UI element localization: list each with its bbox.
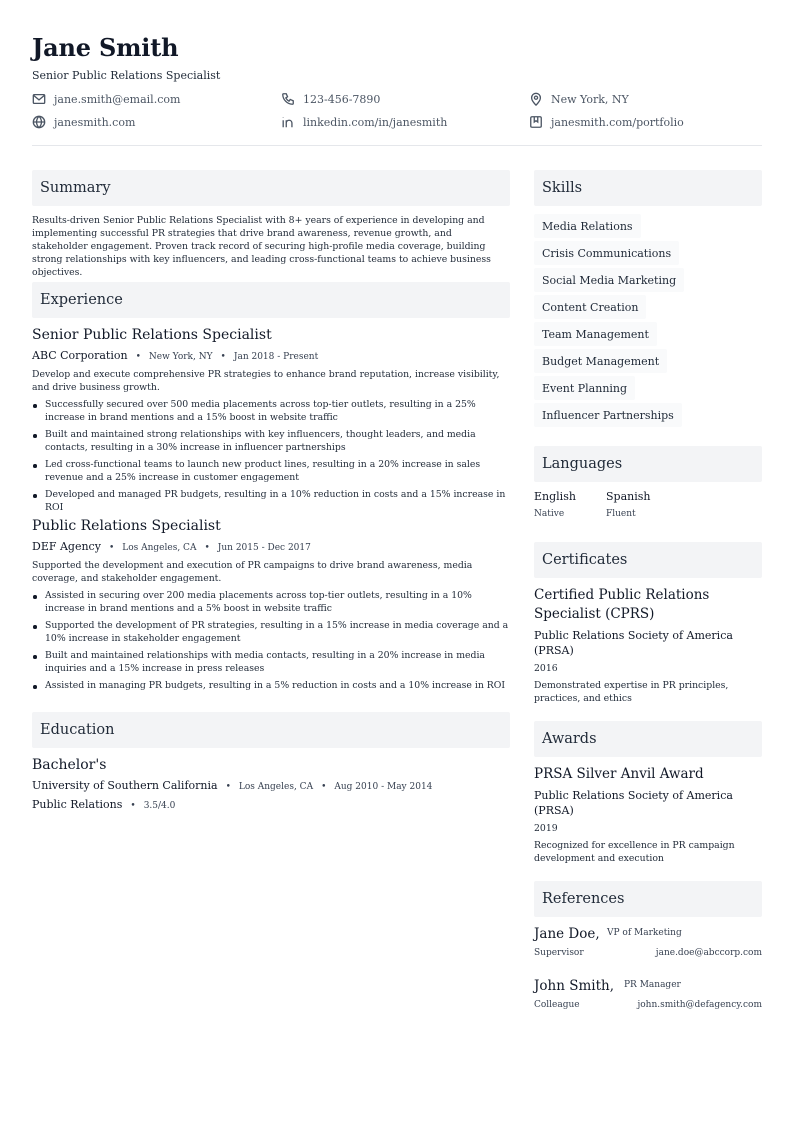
education-meta bbox=[32, 779, 432, 792]
candidate-role: Senior Public Relations Specialist bbox=[32, 69, 221, 82]
contact-linkedin[interactable] bbox=[281, 115, 447, 129]
bullet-item: Supported the development of PR strategies, resulting in a 15% increase in media coverage and a 10% increase in stakeholder engagement bbox=[32, 619, 510, 645]
reference-position: PR Manager bbox=[624, 980, 681, 990]
header-divider bbox=[32, 145, 762, 146]
field-of-study: Public Relations bbox=[32, 798, 123, 811]
location-text: New York, NY bbox=[551, 92, 629, 106]
reference-relation: Colleague bbox=[534, 1000, 580, 1010]
skill-tag: Content Creation bbox=[534, 295, 646, 319]
separator-dot: • bbox=[220, 352, 226, 362]
gpa: 3.5/4.0 bbox=[143, 801, 176, 811]
job-description: Supported the development and execution of PR campaigns to drive brand awareness, media coverage, and stakeholder engagement. bbox=[32, 560, 473, 584]
references-heading: References bbox=[534, 881, 762, 917]
job-location: Los Angeles, CA bbox=[122, 543, 197, 553]
contact-location bbox=[529, 92, 629, 106]
summary-text: Results-driven Senior Public Relations Specialist with 8+ years of experience in developing and implementing successful PR strategies that drive brand awareness, revenue growth, and stakeholder engagement. Proven track record of securing high-profile media coverage, building strong relationships with key influencers, and leading cross-functional teams to achieve business objectives. bbox=[32, 215, 491, 278]
phone-icon bbox=[281, 92, 295, 106]
job-description: Develop and execute comprehensive PR strategies to enhance brand reputation, increase visibility, and drive business growth. bbox=[32, 369, 500, 393]
separator-dot: • bbox=[321, 782, 327, 792]
skill-tag: Team Management bbox=[534, 322, 657, 346]
reference-name: John Smith, bbox=[534, 978, 614, 994]
language-level: Native bbox=[534, 509, 565, 519]
experience-heading: Experience bbox=[32, 282, 510, 318]
bullet-item: Successfully secured over 500 media placements across top-tier outlets, resulting in a 25% increase in brand mentions and a 15% boost in website traffic bbox=[32, 398, 510, 424]
job-company: ABC Corporation bbox=[32, 349, 128, 362]
languages-heading: Languages bbox=[534, 446, 762, 482]
education-heading: Education bbox=[32, 712, 510, 748]
awards-heading: Awards bbox=[534, 721, 762, 757]
globe-icon bbox=[32, 115, 46, 129]
bullet-item: Built and maintained strong relationships with key influencers, thought leaders, and media contacts, resulting in a 30% increase in influencer partnerships bbox=[32, 428, 510, 454]
language-name: English bbox=[534, 490, 576, 503]
separator-dot: • bbox=[135, 352, 141, 362]
skills-heading: Skills bbox=[534, 170, 762, 206]
bullet-item: Led cross-functional teams to launch new product lines, resulting in a 20% increase in sales revenue and a 25% increase in customer engagement bbox=[32, 458, 510, 484]
email-text: jane.smith@email.com bbox=[54, 92, 181, 106]
certificate-description: Demonstrated expertise in PR principles, practices, and ethics bbox=[534, 680, 729, 704]
linkedin-text: linkedin.com/in/janesmith bbox=[303, 115, 448, 129]
certificates-heading: Certificates bbox=[534, 542, 762, 578]
reference-email[interactable]: john.smith@defagency.com bbox=[637, 1000, 762, 1010]
contact-phone[interactable] bbox=[281, 92, 380, 106]
skill-tag: Media Relations bbox=[534, 214, 641, 238]
reference-email[interactable]: jane.doe@abccorp.com bbox=[655, 948, 762, 958]
linkedin-icon bbox=[281, 115, 295, 129]
job-meta bbox=[32, 349, 318, 362]
job-title: Public Relations Specialist bbox=[32, 518, 221, 534]
job-company: DEF Agency bbox=[32, 540, 101, 553]
website-text: janesmith.com bbox=[54, 115, 136, 129]
school-name: University of Southern California bbox=[32, 779, 218, 792]
language-name: Spanish bbox=[606, 490, 651, 503]
certificate-title: Certified Public Relations Specialist (CPRS) bbox=[534, 587, 710, 622]
bullet-item: Built and maintained relationships with media contacts, resulting in a 20% increase in media inquiries and a 15% increase in press releases bbox=[32, 649, 510, 675]
education-dates: Aug 2010 - May 2014 bbox=[334, 782, 433, 792]
skill-tag: Budget Management bbox=[534, 349, 667, 373]
phone-text: 123-456-7890 bbox=[303, 92, 381, 106]
education-field-meta bbox=[32, 798, 175, 811]
job-dates: Jun 2015 - Dec 2017 bbox=[217, 543, 311, 553]
certificate-issuer: Public Relations Society of America (PRSA) bbox=[534, 629, 733, 657]
mail-icon bbox=[32, 92, 46, 106]
reference-position: VP of Marketing bbox=[607, 928, 682, 938]
summary-heading: Summary bbox=[32, 170, 510, 206]
contact-website[interactable] bbox=[32, 115, 135, 129]
school-location: Los Angeles, CA bbox=[238, 782, 314, 792]
job-title: Senior Public Relations Specialist bbox=[32, 327, 272, 343]
job-dates: Jan 2018 - Present bbox=[233, 352, 319, 362]
degree: Bachelor's bbox=[32, 757, 107, 773]
job-location: New York, NY bbox=[148, 352, 213, 362]
separator-dot: • bbox=[225, 782, 231, 792]
award-description: Recognized for excellence in PR campaign development and execution bbox=[534, 840, 735, 864]
job-bullets bbox=[32, 589, 510, 696]
job-meta bbox=[32, 540, 311, 553]
contact-email[interactable] bbox=[32, 92, 180, 106]
language-level: Fluent bbox=[606, 509, 636, 519]
bullet-item: Developed and managed PR budgets, resulting in a 10% reduction in costs and a 15% increase in ROI bbox=[32, 488, 510, 514]
portfolio-text: janesmith.com/portfolio bbox=[551, 115, 684, 129]
bookmark-icon bbox=[529, 115, 543, 129]
bullet-item: Assisted in securing over 200 media placements across top-tier outlets, resulting in a 10% increase in brand mentions and a 5% boost in website traffic bbox=[32, 589, 510, 615]
skill-tag: Social Media Marketing bbox=[534, 268, 684, 292]
certificate-year: 2016 bbox=[534, 663, 558, 674]
reference-relation: Supervisor bbox=[534, 948, 584, 958]
skill-tag: Crisis Communications bbox=[534, 241, 679, 265]
separator-dot: • bbox=[130, 801, 136, 811]
bullet-item: Assisted in managing PR budgets, resulting in a 5% reduction in costs and a 10% increase in ROI bbox=[32, 679, 510, 692]
skill-tag: Influencer Partnerships bbox=[534, 403, 682, 427]
separator-dot: • bbox=[204, 543, 210, 553]
map-pin-icon bbox=[529, 92, 543, 106]
skill-tag: Event Planning bbox=[534, 376, 635, 400]
job-bullets bbox=[32, 398, 510, 518]
award-title: PRSA Silver Anvil Award bbox=[534, 766, 704, 782]
contact-portfolio[interactable] bbox=[529, 115, 684, 129]
reference-name: Jane Doe, bbox=[534, 926, 600, 942]
candidate-name: Jane Smith bbox=[32, 33, 179, 62]
separator-dot: • bbox=[108, 543, 115, 553]
award-issuer: Public Relations Society of America (PRSA) bbox=[534, 789, 733, 817]
award-year: 2019 bbox=[534, 823, 558, 834]
